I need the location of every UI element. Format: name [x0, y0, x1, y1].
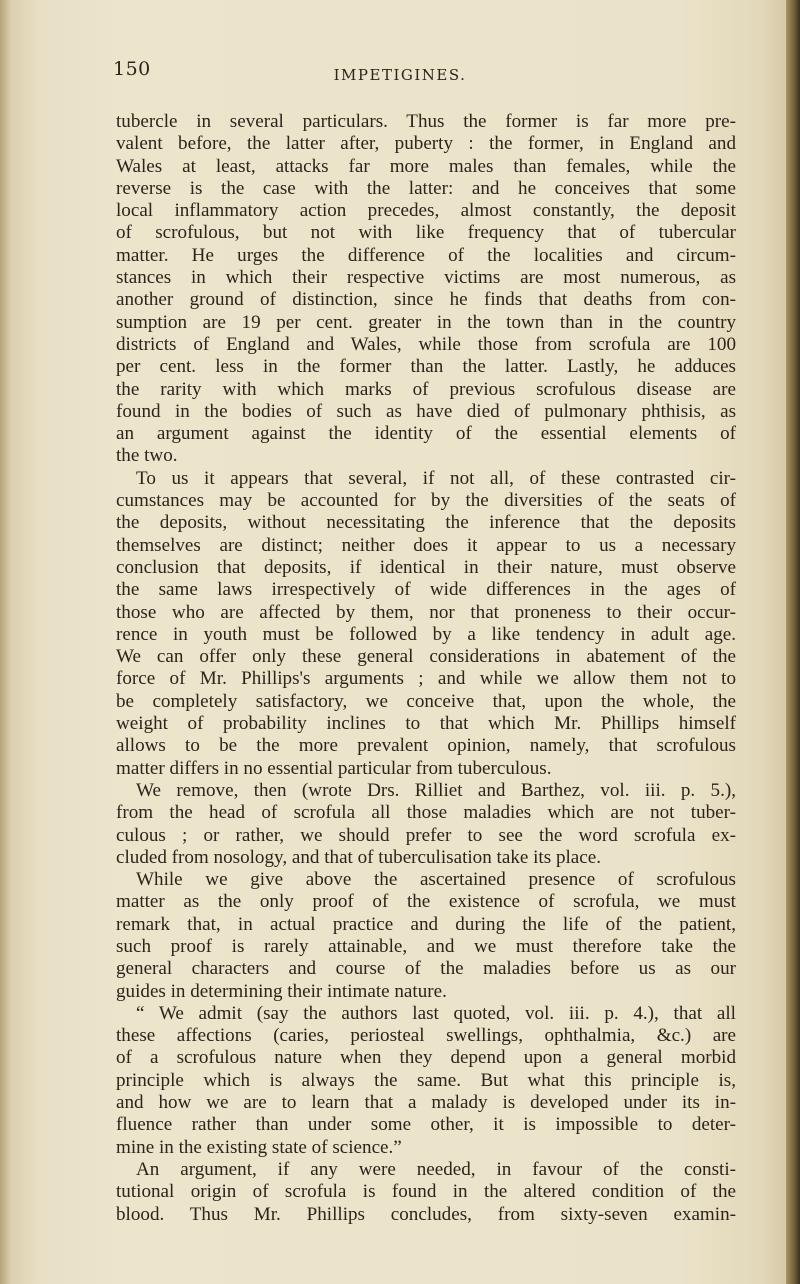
text-line: matter differs in no essential particular from tuberculous.: [116, 757, 552, 779]
text-line: the same laws irrespectively of wide differences in the ages of: [116, 579, 736, 601]
text-line: such proof is rarely attainable, and we must therefore take the: [116, 935, 736, 957]
text-line: remark that, in actual practice and during the life of the patient,: [116, 913, 736, 935]
paragraph: [116, 111, 736, 468]
text-line: fluence rather than under some other, it is impossible to deter-: [116, 1114, 736, 1136]
text-line: We remove, then (wrote Drs. Rilliet and Barthez, vol. iii. p. 5.),: [136, 779, 736, 801]
text-line: the two.: [116, 445, 178, 467]
text-line: rence in youth must be followed by a like tendency in adult age.: [116, 623, 736, 645]
text-line: an argument against the identity of the essential elements of: [116, 423, 736, 445]
text-line: culous ; or rather, we should prefer to see the word scrofula ex-: [116, 824, 736, 846]
text-line: matter as the only proof of the existence of scrofula, we must: [116, 891, 736, 913]
text-line: Wales at least, attacks far more males than females, while the: [116, 155, 736, 177]
running-head: IMPETIGINES.: [333, 66, 467, 84]
text-line: and how we are to learn that a malady is developed under its in-: [116, 1092, 736, 1114]
text-line: To us it appears that several, if not all, of these contrasted cir-: [136, 467, 736, 489]
text-line: guides in determining their intimate nature.: [116, 980, 447, 1002]
text-line: reverse is the case with the latter: and he conceives that some: [116, 177, 736, 199]
text-line: valent before, the latter after, puberty : the former, in England and: [116, 133, 736, 155]
text-line: cluded from nosology, and that of tuberculisation take its place.: [116, 846, 601, 868]
text-line: another ground of distinction, since he finds that deaths from con-: [116, 289, 736, 311]
paragraph: [116, 1003, 736, 1159]
text-line: matter. He urges the difference of the localities and circum-: [116, 244, 736, 266]
text-line: general characters and course of the maladies before us as our: [116, 958, 736, 980]
text-line: cumstances may be accounted for by the diversities of the seats of: [116, 490, 736, 512]
paragraph: [116, 468, 736, 780]
text-line: of scrofulous, but not with like frequency that of tubercular: [116, 222, 736, 244]
text-line: allows to be the more prevalent opinion, namely, that scrofulous: [116, 735, 736, 757]
text-line: these affections (caries, periosteal swellings, ophthalmia, &c.) are: [116, 1025, 736, 1047]
text-line: districts of England and Wales, while those from scrofula are 100: [116, 333, 736, 355]
text-line: While we give above the ascertained presence of scrofulous: [136, 869, 736, 891]
text-line: principle which is always the same. But what this principle is,: [116, 1069, 736, 1091]
text-line: stances in which their respective victims are most numerous, as: [116, 267, 736, 289]
text-line: the deposits, without necessitating the inference that the deposits: [116, 512, 736, 534]
text-line: An argument, if any were needed, in favour of the consti-: [136, 1158, 736, 1180]
body-text: [116, 111, 736, 1226]
text-line: per cent. less in the former than the latter. Lastly, he adduces: [116, 356, 736, 378]
text-line: the rarity with which marks of previous scrofulous disease are: [116, 378, 736, 400]
page-number: 150: [113, 58, 151, 80]
text-line: themselves are distinct; neither does it appear to us a necessary: [116, 534, 736, 556]
paragraph: [116, 1159, 736, 1226]
text-line: found in the bodies of such as have died of pulmonary phthisis, as: [116, 400, 736, 422]
text-line: tubercle in several particulars. Thus the former is far more pre-: [116, 111, 736, 132]
page-binding-edge: [0, 0, 10, 1284]
text-line: force of Mr. Phillips's arguments ; and while we allow them not to: [116, 668, 736, 690]
text-line: sumption are 19 per cent. greater in the town than in the country: [116, 311, 736, 333]
paragraph: [116, 780, 736, 869]
text-line: those who are affected by them, nor that proneness to their occur-: [116, 601, 736, 623]
text-line: We can offer only these general considerations in abatement of the: [116, 646, 736, 668]
text-line: tutional origin of scrofula is found in the altered condition of the: [116, 1181, 736, 1203]
text-line: of a scrofulous nature when they depend upon a general morbid: [116, 1047, 736, 1069]
text-line: local inflammatory action precedes, almost constantly, the deposit: [116, 200, 736, 222]
text-line: blood. Thus Mr. Phillips concludes, from sixty-seven examin-: [116, 1203, 736, 1225]
paragraph: [116, 869, 736, 1003]
text-line: be completely satisfactory, we conceive that, upon the whole, the: [116, 690, 736, 712]
text-line: mine in the existing state of science.”: [116, 1136, 402, 1158]
text-line: “ We admit (say the authors last quoted, vol. iii. p. 4.), that all: [136, 1002, 736, 1024]
page-fore-edge: [786, 0, 800, 1284]
text-line: from the head of scrofula all those maladies which are not tuber-: [116, 802, 736, 824]
text-line: weight of probability inclines to that which Mr. Phillips himself: [116, 713, 736, 735]
text-line: conclusion that deposits, if identical in their nature, must observe: [116, 556, 736, 578]
